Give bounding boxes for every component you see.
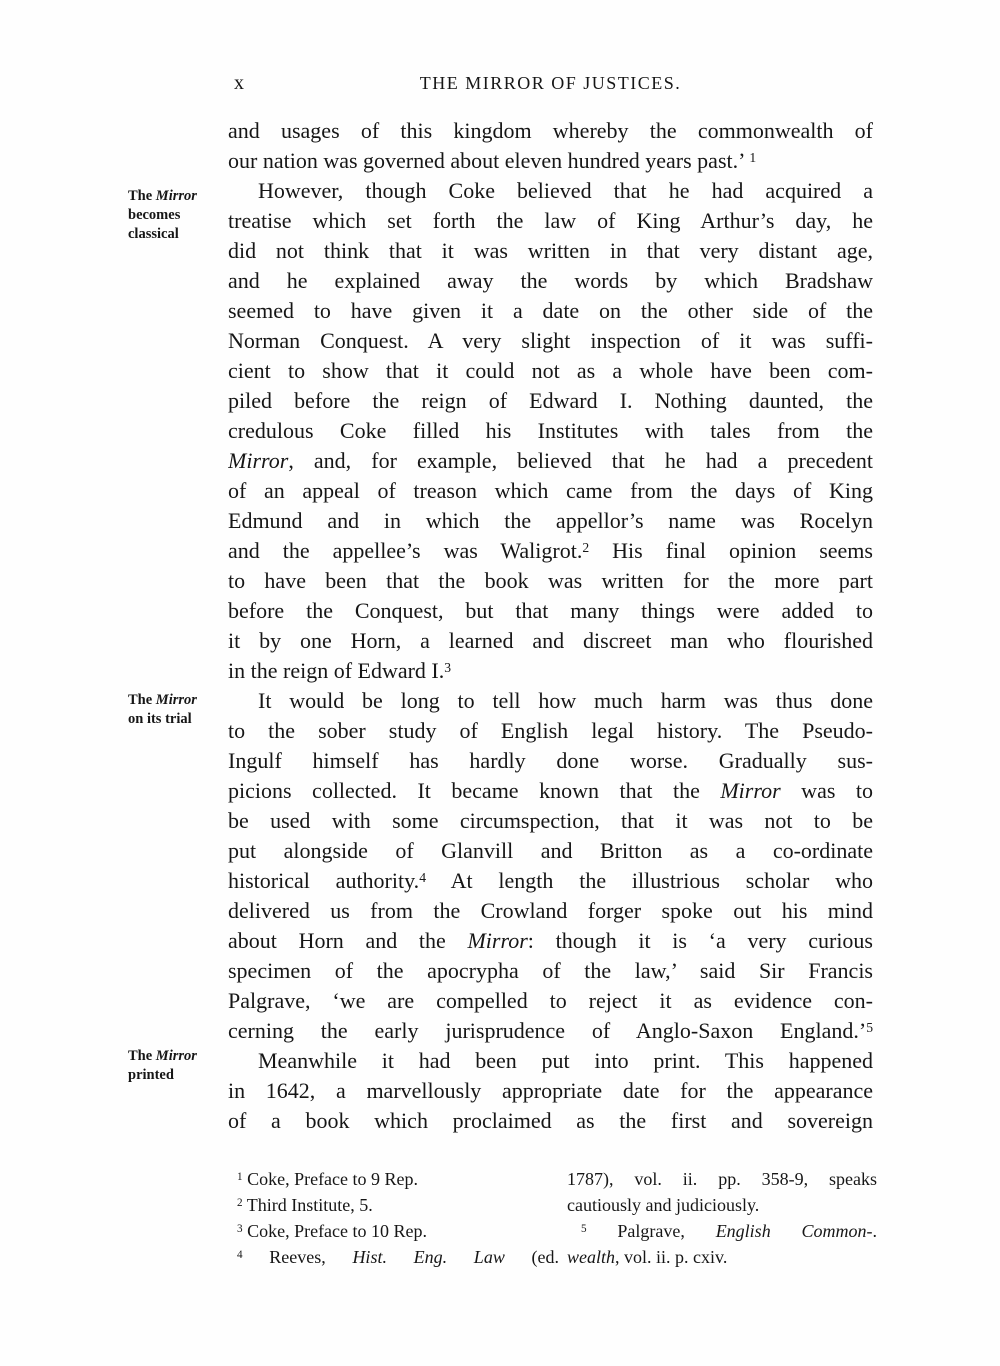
body-line: Ingulf himself has hardly done worse. Gradually sus- [228, 748, 873, 773]
body-line: delivered us from the Crowland forger spoke out his mind [228, 898, 873, 923]
footnote-column-left [237, 1166, 559, 1270]
body-line: it by one Horn, a learned and discreet man who flourished [228, 628, 873, 653]
body-line: before the Conquest, but that many things were added to [228, 598, 873, 623]
footnote-line: 1787), vol. ii. pp. 358-9, speaks [567, 1169, 877, 1189]
body-line: of an appeal of treason which came from the days of King [228, 478, 873, 503]
body-line: and usages of this kingdom whereby the commonwealth of [228, 118, 873, 143]
body-line: Palgrave, ‘we are compelled to reject it as evidence con- [228, 988, 873, 1013]
footnote-column-right [567, 1166, 877, 1270]
margin-note-line: The Mirror [128, 188, 197, 204]
body-line: Norman Conquest. A very slight inspection of it was suffi- [228, 328, 873, 353]
body-line: cerning the early jurisprudence of Anglo-Saxon England.’$^5$ [228, 1018, 873, 1043]
footnotes [237, 1166, 877, 1270]
body-line: cient to show that it could not as a whole have been com- [228, 358, 873, 383]
body-line: picions collected. It became known that the Mirror was to [228, 778, 873, 803]
footnote-line: wealth, vol. ii. p. cxiv. [567, 1247, 728, 1267]
body-line: and he explained away the words by which Bradshaw [228, 268, 873, 293]
body-line: and the appellee’s was Waligrot.$^2$ His final opinion seems [228, 538, 873, 563]
footnote-line: $^1$ Coke, Preface to 9 Rep. [237, 1169, 419, 1189]
body-line: treatise which set forth the law of King Arthur’s day, he [228, 208, 873, 233]
body-line: of a book which proclaimed as the first and sovereign [228, 1108, 873, 1133]
body-line: piled before the reign of Edward I. Nothing daunted, the [228, 388, 873, 413]
margin-note-line: on its trial [128, 711, 192, 727]
body-line: our nation was governed about eleven hundred years past.’ $^1$ [228, 148, 757, 173]
body-line: Meanwhile it had been put into print. This happened [258, 1048, 873, 1073]
body-line: to the sober study of English legal history. The Pseudo- [228, 718, 873, 743]
body-line: did not think that it was written in that very distant age, [228, 238, 873, 263]
margin-note-line: The Mirror [128, 692, 197, 708]
margin-note-line: classical [128, 226, 179, 242]
body-line: to have been that the book was written for the more part [228, 568, 873, 593]
footnote-line: cautiously and judiciously. [567, 1195, 760, 1215]
body-line: about Horn and the Mirror: though it is ‘a very curious [228, 928, 873, 953]
body-line: put alongside of Glanvill and Britton as a co-ordinate [228, 838, 873, 863]
footnote-line: $^2$ Third Institute, 5. [237, 1195, 373, 1215]
body-line: seemed to have given it a date on the other side of the [228, 298, 873, 323]
body-line: It would be long to tell how much harm was thus done [258, 688, 873, 713]
body-line: historical authority.$^4$ At length the illustrious scholar who [228, 868, 873, 893]
margin-note-becomes-classical [128, 187, 228, 244]
body-line: specimen of the apocrypha of the law,’ said Sir Francis [228, 958, 873, 983]
body-text [228, 116, 873, 1136]
body-line: in 1642, a marvellously appropriate date for the appearance [228, 1078, 873, 1103]
footnote-line: $^4$ Reeves, Hist. Eng. Law (ed. [237, 1247, 559, 1267]
body-line: in the reign of Edward I.$^3$ [228, 658, 452, 683]
page-number: x [234, 72, 244, 94]
margin-note-printed [128, 1047, 228, 1085]
body-line: credulous Coke filled his Institutes with tales from the [228, 418, 873, 443]
margin-note-line: becomes [128, 207, 181, 223]
body-line: be used with some circumspection, that it was not to be [228, 808, 873, 833]
margin-note-line: printed [128, 1067, 174, 1083]
margin-note-line: The Mirror [128, 1048, 197, 1064]
body-line: Edmund and in which the appellor’s name was Rocelyn [228, 508, 873, 533]
margin-note-on-its-trial [128, 691, 228, 729]
running-title: THE MIRROR OF JUSTICES. [419, 73, 682, 93]
footnote-line: $^3$ Coke, Preface to 10 Rep. [237, 1221, 428, 1241]
footnote-line: $^5$ Palgrave, English Common-. [581, 1221, 877, 1241]
body-line: Mirror, and, for example, believed that he had a precedent [228, 448, 873, 473]
body-line: However, though Coke believed that he had acquired a [258, 178, 873, 203]
